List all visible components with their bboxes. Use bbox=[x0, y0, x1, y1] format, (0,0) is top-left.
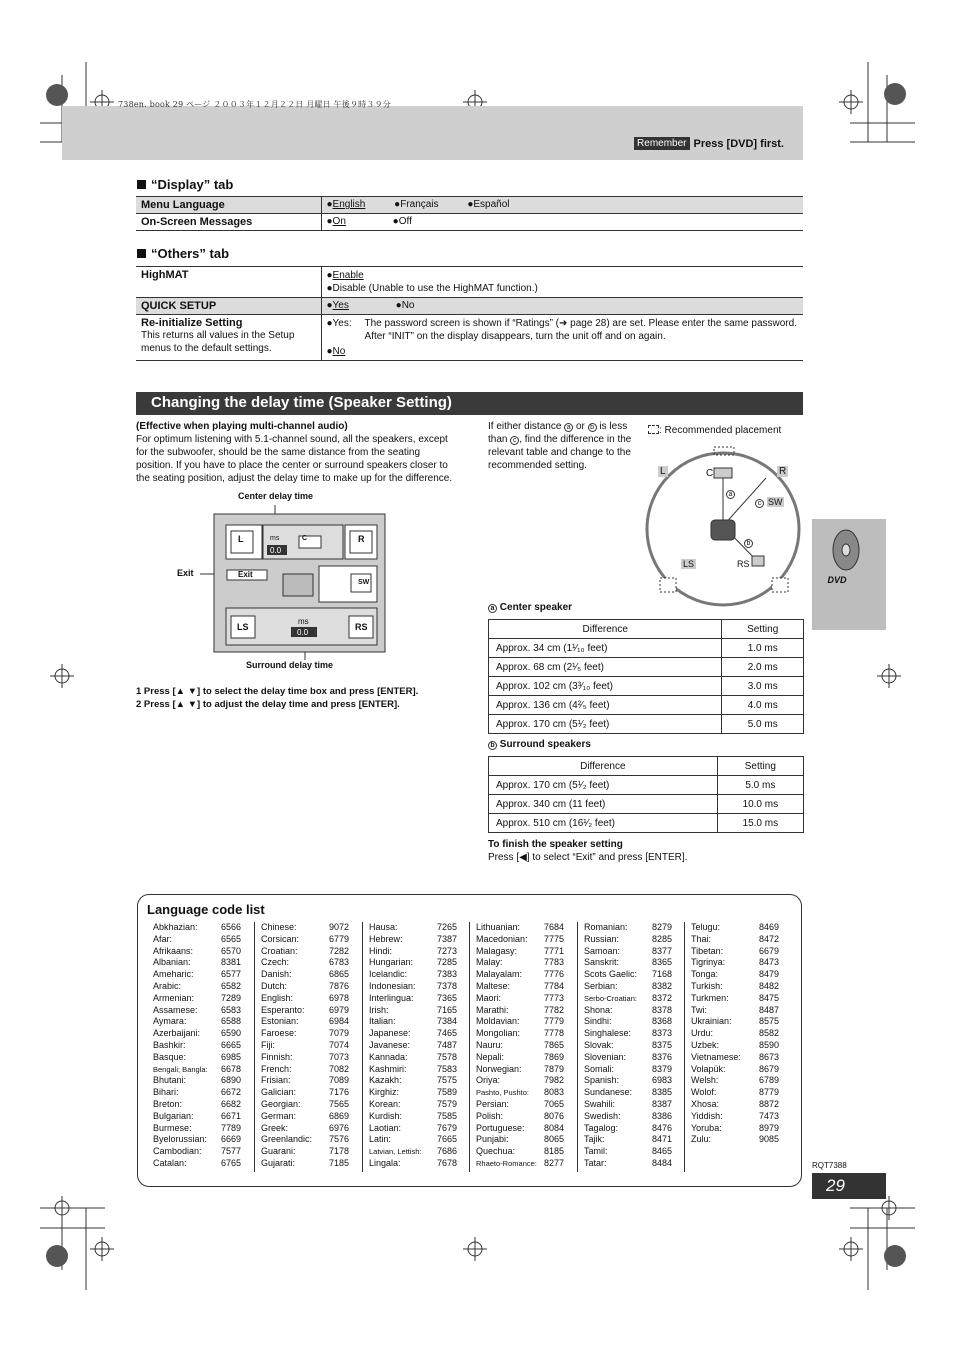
language-entry: Maltese: 7784 bbox=[476, 980, 564, 991]
language-entry: Latvian, Lettish: 7686 bbox=[369, 1146, 457, 1157]
placement-legend: : Recommended placement bbox=[648, 425, 781, 436]
language-entry: Yoruba: 8979 bbox=[691, 1122, 779, 1133]
language-entry: Croatian: 7282 bbox=[261, 945, 349, 956]
language-entry: Samoan: 8377 bbox=[584, 945, 672, 956]
language-entry: Ukrainian: 8575 bbox=[691, 1016, 779, 1027]
place-marker-c: c bbox=[755, 499, 764, 508]
language-entry: Breton: 6682 bbox=[153, 1098, 241, 1109]
language-entry: Faroese: 7079 bbox=[261, 1028, 349, 1039]
disc-icon bbox=[831, 528, 863, 578]
language-entry: Swedish: 8386 bbox=[584, 1110, 672, 1121]
place-marker-a: a bbox=[726, 490, 735, 499]
language-entry: Japanese: 7465 bbox=[369, 1028, 457, 1039]
language-entry: Estonian: 6984 bbox=[261, 1016, 349, 1027]
others-tab-table bbox=[136, 266, 803, 361]
language-entry: Scots Gaelic: 7168 bbox=[584, 969, 672, 980]
language-entry: Macedonian: 7775 bbox=[476, 933, 564, 944]
language-entry: Esperanto: 6979 bbox=[261, 1004, 349, 1015]
language-entry: Afrikaans: 6570 bbox=[153, 945, 241, 956]
finish bbox=[488, 838, 687, 864]
diagram-rs: RS bbox=[355, 622, 368, 632]
language-entry: Chinese: 9072 bbox=[261, 922, 349, 932]
surround-table-header: Difference Setting bbox=[489, 757, 804, 776]
language-entry: Georgian: 7565 bbox=[261, 1098, 349, 1109]
language-entry: Somali: 8379 bbox=[584, 1063, 672, 1074]
center-table-title: a Center speaker bbox=[488, 602, 572, 613]
language-entry: Zulu: 9085 bbox=[691, 1134, 779, 1145]
language-column bbox=[153, 922, 241, 1170]
language-entry: Bulgarian: 6671 bbox=[153, 1110, 241, 1121]
place-c: C bbox=[706, 468, 714, 479]
onscreen-messages-options: ●On ●Off bbox=[321, 214, 803, 231]
language-code-title: Language code list bbox=[147, 902, 265, 917]
language-entry: Danish: 6865 bbox=[261, 969, 349, 980]
language-entry: Malayalam: 7776 bbox=[476, 969, 564, 980]
side-tab-dvd bbox=[812, 519, 886, 630]
language-entry: Norwegian: 7879 bbox=[476, 1063, 564, 1074]
language-entry: Yiddish: 7473 bbox=[691, 1110, 779, 1121]
language-entry: Abkhazian: 6566 bbox=[153, 922, 241, 932]
language-entry: Cambodian: 7577 bbox=[153, 1146, 241, 1157]
diagram-r: R bbox=[358, 534, 365, 544]
language-column-divider bbox=[577, 922, 578, 1172]
language-entry: Russian: 8285 bbox=[584, 933, 672, 944]
table-row: Approx. 170 cm (5¹⁄₂ feet) 5.0 ms bbox=[489, 715, 804, 734]
language-entry: Arabic: 6582 bbox=[153, 980, 241, 991]
language-entry: Italian: 7384 bbox=[369, 1016, 457, 1027]
diagram-sw: SW bbox=[358, 579, 370, 586]
table-row: Approx. 102 cm (3³⁄₁₀ feet) 3.0 ms bbox=[489, 677, 804, 696]
language-entry: Slovenian: 8376 bbox=[584, 1051, 672, 1062]
reinit-options: ●Yes: The password screen is shown if “Ratings” (➜ page 28) are set. Please enter the same password. After “INIT” on the display disappears, turn the unit off and on again. ●No bbox=[321, 315, 803, 361]
language-column-divider bbox=[469, 922, 470, 1172]
language-entry: Byelorussian: 6669 bbox=[153, 1134, 241, 1145]
finish-title: To finish the speaker setting bbox=[488, 839, 623, 850]
language-entry: Basque: 6985 bbox=[153, 1051, 241, 1062]
language-entry: Vietnamese: 8673 bbox=[691, 1051, 779, 1062]
language-entry: Nauru: 7865 bbox=[476, 1039, 564, 1050]
place-marker-b: b bbox=[744, 539, 753, 548]
step-2: 2 Press [▲ ▼] to adjust the delay time and press [ENTER]. bbox=[136, 699, 400, 710]
language-column-divider bbox=[362, 922, 363, 1172]
page-number: 29 bbox=[812, 1173, 886, 1199]
surround-delay-label: Surround delay time bbox=[246, 660, 334, 670]
table-row: Approx. 68 cm (2¹⁄₅ feet) 2.0 ms bbox=[489, 658, 804, 677]
language-entry: Maori: 7773 bbox=[476, 992, 564, 1003]
language-entry: Armenian: 7289 bbox=[153, 992, 241, 1003]
language-entry: Bashkir: 6665 bbox=[153, 1039, 241, 1050]
reinit-row bbox=[136, 315, 803, 361]
language-entry: Burmese: 7789 bbox=[153, 1122, 241, 1133]
header-band bbox=[62, 106, 803, 160]
finish-text: Press [◀] to select “Exit” and press [ENTER]. bbox=[488, 852, 688, 863]
language-entry: Laotian: 7679 bbox=[369, 1122, 457, 1133]
place-r: R bbox=[779, 466, 787, 477]
language-entry: Tagalog: 8476 bbox=[584, 1122, 672, 1133]
language-entry: Wolof: 8779 bbox=[691, 1087, 779, 1098]
reinit-key: Re-initialize Setting This returns all values in the Setup menus to the default settings. bbox=[136, 315, 321, 361]
table-row: Approx. 136 cm (4²⁄₅ feet) 4.0 ms bbox=[489, 696, 804, 715]
language-entry: Corsican: 6779 bbox=[261, 933, 349, 944]
language-entry: German: 6869 bbox=[261, 1110, 349, 1121]
language-entry: Lingala: 7678 bbox=[369, 1157, 457, 1168]
display-tab-table bbox=[136, 196, 803, 231]
language-entry: Hindi: 7273 bbox=[369, 945, 457, 956]
language-entry: Serbian: 8382 bbox=[584, 980, 672, 991]
language-entry: Mongolian: 7778 bbox=[476, 1028, 564, 1039]
step-1: 1 Press [▲ ▼] to select the delay time box and press [ENTER]. bbox=[136, 686, 419, 697]
quick-setup-options: ●Yes ●No bbox=[321, 298, 803, 315]
language-entry: Hausa: 7265 bbox=[369, 922, 457, 932]
language-entry: Frisian: 7089 bbox=[261, 1075, 349, 1086]
doc-code: RQT7388 bbox=[812, 1161, 847, 1170]
language-entry: Azerbaijani: 6590 bbox=[153, 1028, 241, 1039]
language-entry: Kannada: 7578 bbox=[369, 1051, 457, 1062]
language-entry: Persian: 7065 bbox=[476, 1098, 564, 1109]
onscreen-messages-row bbox=[136, 214, 803, 231]
language-column bbox=[691, 922, 779, 1146]
place-sw: SW bbox=[768, 497, 783, 507]
language-entry: Tigrinya: 8473 bbox=[691, 957, 779, 968]
language-column-divider bbox=[254, 922, 255, 1172]
language-entry: Welsh: 6789 bbox=[691, 1075, 779, 1086]
section-banner: Changing the delay time (Speaker Setting) bbox=[136, 392, 803, 415]
language-entry: Hungarian: 7285 bbox=[369, 957, 457, 968]
onscreen-messages-key: On-Screen Messages bbox=[136, 214, 321, 231]
language-entry: Nepali: 7869 bbox=[476, 1051, 564, 1062]
intro-heading: (Effective when playing multi-channel audio) bbox=[136, 421, 348, 432]
language-entry: Pashto, Pushto: 8083 bbox=[476, 1087, 564, 1098]
language-entry: Tonga: 8479 bbox=[691, 969, 779, 980]
exit-button[interactable]: Exit bbox=[238, 570, 253, 579]
diagram-ls: LS bbox=[237, 622, 249, 632]
language-entry: Tibetan: 6679 bbox=[691, 945, 779, 956]
remember-note bbox=[634, 137, 784, 150]
remember-text: Press [DVD] first. bbox=[693, 137, 784, 150]
language-entry: Sindhi: 8368 bbox=[584, 1016, 672, 1027]
language-entry: Swahili: 8387 bbox=[584, 1098, 672, 1109]
language-entry: Urdu: 8582 bbox=[691, 1028, 779, 1039]
language-entry: Sundanese: 8385 bbox=[584, 1087, 672, 1098]
language-entry: Polish: 8076 bbox=[476, 1110, 564, 1121]
language-entry: Rhaeto-Romance: 8277 bbox=[476, 1157, 564, 1168]
menu-language-key: Menu Language bbox=[136, 197, 321, 214]
language-entry: Bengali; Bangla: 6678 bbox=[153, 1063, 241, 1074]
center-table bbox=[488, 619, 804, 734]
highmat-key: HighMAT bbox=[136, 267, 321, 298]
language-column-divider bbox=[684, 922, 685, 1172]
language-entry: Indonesian: 7378 bbox=[369, 980, 457, 991]
language-entry: Hebrew: 7387 bbox=[369, 933, 457, 944]
language-entry: Galician: 7176 bbox=[261, 1087, 349, 1098]
language-column bbox=[476, 922, 564, 1170]
language-column bbox=[584, 922, 672, 1170]
language-entry: Gujarati: 7185 bbox=[261, 1157, 349, 1168]
language-entry: Slovak: 8375 bbox=[584, 1039, 672, 1050]
center-table-header: Difference Setting bbox=[489, 620, 804, 639]
language-entry: Tatar: 8484 bbox=[584, 1157, 672, 1168]
language-entry: Oriya: 7982 bbox=[476, 1075, 564, 1086]
place-l: L bbox=[660, 466, 666, 477]
surround-ms: ms bbox=[298, 617, 309, 626]
language-entry: Guarani: 7178 bbox=[261, 1146, 349, 1157]
center-delay-label: Center delay time bbox=[238, 491, 314, 501]
place-ls: LS bbox=[683, 559, 695, 569]
intro bbox=[136, 420, 456, 485]
language-entry: Aymara: 6588 bbox=[153, 1016, 241, 1027]
language-entry: Kurdish: 7585 bbox=[369, 1110, 457, 1121]
language-entry: Interlingua: 7365 bbox=[369, 992, 457, 1003]
place-rs: RS bbox=[737, 559, 750, 569]
others-tab-title: “Others” tab bbox=[137, 246, 229, 261]
language-entry: English: 6978 bbox=[261, 992, 349, 1003]
language-entry: Volapük: 8679 bbox=[691, 1063, 779, 1074]
side-tab-label: DVD bbox=[827, 575, 847, 585]
language-entry: Bhutani: 6890 bbox=[153, 1075, 241, 1086]
language-entry: Singhalese: 8373 bbox=[584, 1028, 672, 1039]
menu-language-row bbox=[136, 197, 803, 214]
language-entry: Moldavian: 7779 bbox=[476, 1016, 564, 1027]
language-entry: Twi: 8487 bbox=[691, 1004, 779, 1015]
language-entry: Malagasy: 7771 bbox=[476, 945, 564, 956]
language-entry: Irish: 7165 bbox=[369, 1004, 457, 1015]
surround-table bbox=[488, 756, 804, 833]
language-entry: Czech: 6783 bbox=[261, 957, 349, 968]
surround-value: 0.0 bbox=[297, 628, 309, 637]
diagram-c: C bbox=[302, 535, 308, 542]
language-column bbox=[261, 922, 349, 1170]
language-entry: Xhosa: 8872 bbox=[691, 1098, 779, 1109]
intro-text: For optimum listening with 5.1-channel sound, all the speakers, except for the subwoofer, should be the same distance from the seating position. If you have to place the center or surround speakers closer to the seating position, adjust the delay time to make up for the difference. bbox=[136, 434, 453, 484]
language-entry: Uzbek: 8590 bbox=[691, 1039, 779, 1050]
language-entry: Greenlandic: 7576 bbox=[261, 1134, 349, 1145]
language-entry: Telugu: 8469 bbox=[691, 922, 779, 932]
steps bbox=[136, 685, 418, 711]
language-entry: Greek: 6976 bbox=[261, 1122, 349, 1133]
language-entry: Lithuanian: 7684 bbox=[476, 922, 564, 932]
language-entry: Assamese: 6583 bbox=[153, 1004, 241, 1015]
language-entry: French: 7082 bbox=[261, 1063, 349, 1074]
language-entry: Tamil: 8465 bbox=[584, 1146, 672, 1157]
quick-setup-row bbox=[136, 298, 803, 315]
language-entry: Kirghiz: 7589 bbox=[369, 1087, 457, 1098]
print-line: 738en. book 29 ページ ２００３年１２月２２日 月曜日 午後９時３９分 bbox=[118, 100, 391, 109]
language-entry: Afar: 6565 bbox=[153, 933, 241, 944]
language-entry: Thai: 8472 bbox=[691, 933, 779, 944]
language-entry: Serbo-Croatian: 8372 bbox=[584, 992, 672, 1003]
language-column bbox=[369, 922, 457, 1170]
language-entry: Korean: 7579 bbox=[369, 1098, 457, 1109]
exit-label: Exit bbox=[177, 568, 194, 578]
center-ms: ms bbox=[270, 535, 280, 542]
language-entry: Marathi: 7782 bbox=[476, 1004, 564, 1015]
language-entry: Turkmen: 8475 bbox=[691, 992, 779, 1003]
language-entry: Malay: 7783 bbox=[476, 957, 564, 968]
language-entry: Turkish: 8482 bbox=[691, 980, 779, 991]
remember-tag: Remember bbox=[634, 137, 689, 150]
diagram-l: L bbox=[238, 534, 244, 544]
distance-text: If either distance a or b is less than c , find the difference in the relevant table and change to the recommended setting. bbox=[488, 421, 632, 471]
language-entry: Fiji: 7074 bbox=[261, 1039, 349, 1050]
language-entry: Kashmiri: 7583 bbox=[369, 1063, 457, 1074]
language-entry: Finnish: 7073 bbox=[261, 1051, 349, 1062]
language-entry: Javanese: 7487 bbox=[369, 1039, 457, 1050]
language-entry: Punjabi: 8065 bbox=[476, 1134, 564, 1145]
highmat-row bbox=[136, 267, 803, 298]
menu-language-options: ●English ●Français ●Español bbox=[321, 197, 803, 214]
language-entry: Latin: 7665 bbox=[369, 1134, 457, 1145]
language-entry: Shona: 8378 bbox=[584, 1004, 672, 1015]
language-entry: Albanian: 8381 bbox=[153, 957, 241, 968]
language-entry: Icelandic: 7383 bbox=[369, 969, 457, 980]
surround-table-title: b Surround speakers bbox=[488, 739, 591, 750]
table-row: Approx. 510 cm (16¹⁄₂ feet) 15.0 ms bbox=[489, 814, 804, 833]
table-row: Approx. 170 cm (5¹⁄₂ feet) 5.0 ms bbox=[489, 776, 804, 795]
language-entry: Kazakh: 7575 bbox=[369, 1075, 457, 1086]
table-row: Approx. 340 cm (11 feet) 10.0 ms bbox=[489, 795, 804, 814]
language-entry: Spanish: 6983 bbox=[584, 1075, 672, 1086]
language-entry: Romanian: 8279 bbox=[584, 922, 672, 932]
language-entry: Dutch: 7876 bbox=[261, 980, 349, 991]
language-entry: Quechua: 8185 bbox=[476, 1146, 564, 1157]
quick-setup-key: QUICK SETUP bbox=[136, 298, 321, 315]
language-entry: Tajik: 8471 bbox=[584, 1134, 672, 1145]
highmat-options: ●Enable ●Disable (Unable to use the HighMAT function.) bbox=[321, 267, 803, 298]
language-entry: Sanskrit: 8365 bbox=[584, 957, 672, 968]
language-entry: Bihari: 6672 bbox=[153, 1087, 241, 1098]
language-entry: Ameharic: 6577 bbox=[153, 969, 241, 980]
center-value: 0.0 bbox=[270, 546, 282, 555]
table-row: Approx. 34 cm (1¹⁄₁₀ feet) 1.0 ms bbox=[489, 639, 804, 658]
display-tab-title: “Display” tab bbox=[137, 177, 233, 192]
language-entry: Catalan: 6765 bbox=[153, 1157, 241, 1168]
language-entry: Portuguese: 8084 bbox=[476, 1122, 564, 1133]
